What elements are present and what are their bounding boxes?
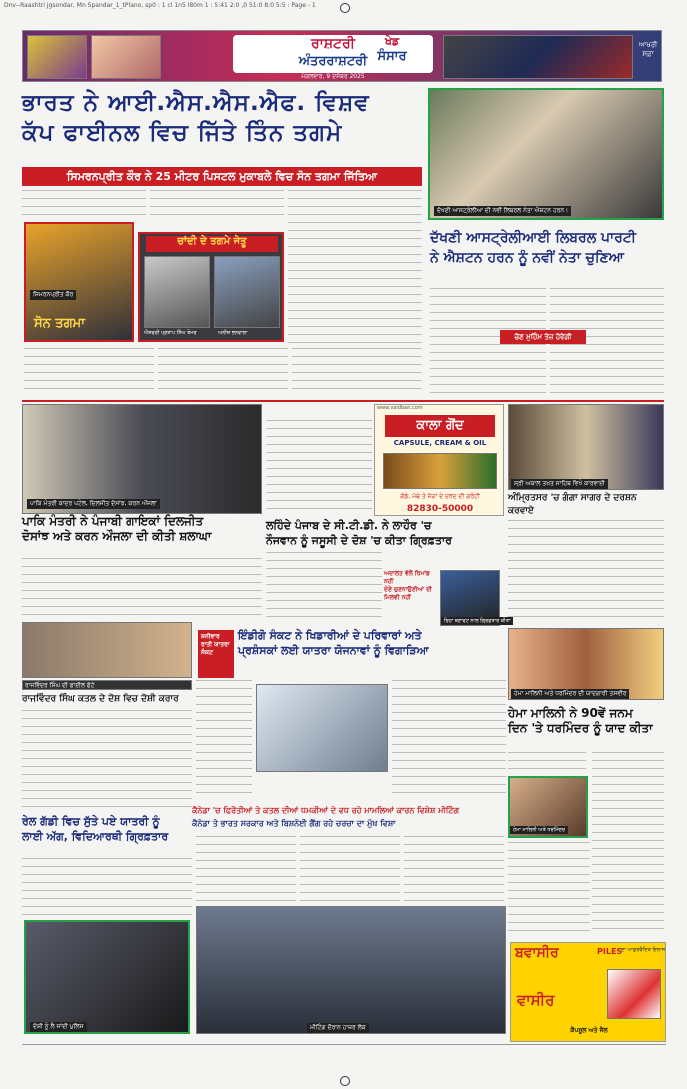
silver-caption-1: ਐਸ਼ਵਰੀ ਪ੍ਰਤਾਪ ਸਿੰਘ ਤੋਮਰ [144, 330, 197, 336]
masthead-photo-model [91, 35, 161, 79]
hema-photo-caption: ਹੇਮਾ ਮਾਲਿਨੀ ਅਤੇ ਧਰਮਿੰਦਰ ਦੀ ਯਾਦਗਾਰੀ ਤਸਵੀਰ [511, 689, 629, 699]
ad-tagline: ਗੋਡੇ, ਮੋਢੇ ਤੇ ਜੋੜਾਂ ਦੇ ਦਰਦ ਦੀ ਗਰੰਟੀ [400, 493, 480, 500]
train-photo-caption: ਦੋਸ਼ੀ ਨੂੰ ਲੈ ਜਾਂਦੀ ਪੁਲਿਸ [30, 1022, 87, 1032]
hema-body-col3 [508, 842, 590, 938]
pak-headline-block [22, 514, 262, 558]
lead-body-lower-2 [158, 348, 288, 396]
lead-body-col3 [288, 190, 422, 345]
divider [22, 400, 664, 402]
lead-body-col2 [150, 190, 284, 220]
section-line2: ਸੰਸਾਰ [377, 49, 407, 64]
pak-singers-photo [22, 404, 262, 514]
silver-photo-1 [144, 256, 210, 328]
indigo-headline-line2: ਪ੍ਰਸ਼ੰਸਕਾਂ ਲਈ ਯਾਤਰਾ ਯੋਜਨਾਵਾਂ ਨੂੰ ਵਿਗਾੜਿਆ [238, 644, 429, 657]
train-photo [24, 920, 190, 1034]
indigo-body-col1 [196, 680, 252, 800]
bawasir-brand: ਬਵਾਸੀਰ [515, 945, 559, 961]
liberal-body-col2 [550, 288, 664, 396]
liberal-tag: ਚੋਣ ਮੁਹਿੰਮ ਤੇਜ਼ ਹੋਵੇਗੀ [500, 330, 586, 344]
masthead-title-line1: ਰਾਸ਼ਟਰੀ [311, 36, 355, 52]
canada-headline-line2: ਕੈਨੇਡਾ ਤੇ ਭਾਰਤ ਸਰਕਾਰ ਅਤੇ ਬਿਸ਼ਨੋਈ ਗੈਂਗ ਰਹੇ ਚਰਚਾ ਦਾ ਮੁੱਖ ਵਿਸ਼ਾ [192, 819, 396, 828]
train-headline-line2: ਲਾਈ ਅੱਗ, ਵਿਦਿਆਰਥੀ ਗ੍ਰਿਫ਼ਤਾਰ [22, 830, 169, 843]
liberal-headline-line1: ਦੱਖਣੀ ਆਸਟ੍ਰੇਲੀਆਈ ਲਿਬਰਲ ਪਾਰਟੀ [430, 230, 636, 246]
amritsar-photo [508, 404, 664, 490]
lahore-kicker-line1: ਅਦਾਲਤ ਵੱਲੋਂ ਰਿਮਾਂਡ ਨਹੀਂ [384, 570, 430, 585]
indigo-body-col2 [392, 680, 506, 800]
gold-photo-caption: ਸਿਮਰਨਪ੍ਰੀਤ ਕੌਰ [30, 290, 76, 300]
section-line1: ਖੇਡ [384, 35, 400, 48]
liberal-photo [428, 88, 664, 220]
liberal-headline-line2: ਨੇ ਐਸ਼ਟਨ ਹਰਨ ਨੂੰ ਨਵੀਂ ਨੇਤਾ ਚੁਣਿਆ [430, 250, 624, 266]
lahore-body-col1 [266, 552, 382, 622]
pak-headline-line1: ਪਾਕਿ ਮੰਤਰੀ ਨੇ ਪੰਜਾਬੀ ਗਾਇਕਾਂ ਦਿਲਜੀਤ [22, 514, 204, 528]
lahore-kicker-line2: ਦੇਣੇ ਚੁਣਨਾਉਣੀਆਂ ਦੀ ਮਿਲਵੀ ਨਹੀਂ [384, 586, 432, 601]
ad-brand: ਕਾਲਾ ਗੋਂਦ [385, 415, 495, 437]
canada-headline-line1: ਕੈਨੇਡਾ 'ਚ ਫਿਰੌਤੀਆਂ ਤੇ ਕਤਲ ਦੀਆਂ ਧਮਕੀਆਂ ਦੇ ਵਧ ਰਹੇ ਮਾਮਲਿਆਂ ਕਾਰਨ ਵਿਸ਼ੇਸ਼ ਮੀਟਿੰਗ [192, 806, 460, 815]
lahore-kicker [384, 570, 440, 624]
pak-photo-caption: ਪਾਕਿ ਮੰਤਰੀ ਕਾਦਰ ਪਟੇਲ, ਦਿਲਜੀਤ ਦੋਸਾਂਝ, ਕਰਨ ਔਜਲਾ [27, 499, 160, 509]
canada-headline-block [192, 804, 506, 834]
gold-medal-photo [24, 222, 134, 342]
canada-meeting-photo [196, 906, 506, 1034]
masthead-section [353, 35, 431, 73]
rajwinder-headline: ਰਾਜਵਿੰਦਰ ਸਿੰਘ ਕਤਲ ਦੇ ਦੋਸ਼ ਵਿਚ ਦੋਸ਼ੀ ਕਰਾਰ [22, 694, 179, 704]
lahore-headline-line2: ਨੌਜਵਾਨ ਨੂੰ ਜਸੂਸੀ ਦੇ ਦੋਸ਼ 'ਚ ਕੀਤਾ ਗ੍ਰਿਫ਼ਤਾਰ [266, 534, 452, 547]
bawasir-footer: ਕੈਪਸੂਲ ਅਤੇ ਜੈਲ [570, 1027, 608, 1034]
gold-label: ਸੋਨ ਤਗਮਾ [34, 316, 85, 331]
train-headline-line1: ਰੇਲ ਗੱਡੀ ਵਿਚ ਸੁੱਤੇ ਪਏ ਯਾਤਰੀ ਨੂੰ [22, 815, 160, 828]
rajwinder-caption-bar [22, 680, 192, 690]
indigo-headline-block [238, 628, 506, 676]
silver-medal-photo [138, 232, 284, 342]
masthead-date: ਮੰਗਲਵਾਰ, 9 ਦਸੰਬਰ 2025 [301, 73, 365, 80]
train-body [22, 858, 192, 918]
pak-headline-line2: ਦੋਸਾਂਝ ਅਤੇ ਕਰਨ ਔਜਲਾ ਦੀ ਕੀਤੀ ਸ਼ਲਾਘਾ [22, 529, 212, 543]
hema-headline-line1: ਹੇਮਾ ਮਾਲਿਨੀ ਨੇ 90ਵੇਂ ਜਨਮ [508, 706, 633, 720]
amritsar-photo-caption: ਸ੍ਰੀ ਅਕਾਲ ਤਖ਼ਤ ਸਾਹਿਬ ਵਿਖੇ ਕਾਰਵਾਈ [511, 479, 608, 489]
lead-body-col1 [22, 190, 146, 220]
rajwinder-body [22, 710, 192, 812]
rajwinder-photo-caption: ਰਾਜਵਿੰਦਰ ਸਿੰਘ ਦੀ ਫਾਈਲ ਫੋਟੋ [25, 682, 95, 689]
hema-photo [508, 628, 664, 700]
lahore-inset-caption: ਰਿਹਾ ਬਣਾਵਟ ਨਾਲ ਗ੍ਰਿਫ਼ਤਾਰ ਕੀਤਾ [441, 617, 513, 625]
bawasir-product: ਵਾਸੀਰ [517, 991, 555, 1009]
hema-inset-photo [508, 776, 588, 838]
indigo-photo [256, 684, 388, 772]
canada-body-col1 [196, 836, 296, 906]
masthead [22, 30, 662, 82]
amritsar-headline: ਅੰਮ੍ਰਿਤਸਰ 'ਚ ਗੰਗਾ ਸਾਗਰ ਦੇ ਦਰਸ਼ਨ ਕਰਵਾਏ [508, 493, 637, 516]
lahore-accused-photo [440, 570, 511, 626]
train-headline-block [22, 814, 192, 858]
silver-label: ਚਾਂਦੀ ਦੇ ਤਗਮੇ ਜੇਤੂ [146, 236, 278, 252]
indigo-label: ਸ਼ਨੀਵਾਰ ਰਾਤੀ ਯਾਤਰਾ ਸੰਕਟ [198, 630, 234, 678]
silver-photo-2 [214, 256, 280, 328]
amritsar-body [508, 520, 664, 620]
registration-mark-icon [340, 1076, 350, 1086]
mid-small-body [266, 420, 372, 512]
lead-body-lower-3 [292, 348, 422, 396]
bawasir-english: PILES [597, 947, 623, 956]
singer-strip-photo [22, 622, 192, 678]
masthead-photo-sports [443, 35, 633, 79]
lead-headline-line1: ਭਾਰਤ ਨੇ ਆਈ.ਐਸ.ਐਸ.ਐਫ. ਵਿਸ਼ਵ [22, 90, 370, 116]
indigo-headline-line1: ਇੰਡੀਗੋ ਸੰਕਟ ਨੇ ਖਿਡਾਰੀਆਂ ਦੇ ਪਰਿਵਾਰਾਂ ਅਤੇ [238, 629, 422, 642]
hema-inset-caption: ਹੇਮਾ ਮਾਲਿਨੀ ਅਤੇ ਧਰਮਿੰਦਰ [510, 826, 568, 834]
lead-subheadline: ਸਿਮਰਨਪ੍ਰੀਤ ਕੌਰ ਨੇ 25 ਮੀਟਰ ਪਿਸਟਲ ਮੁਕਾਬਲੇ ਵਿਚ ਸੋਨ ਤਗਮਾ ਜਿੱਤਿਆ [22, 167, 422, 186]
liberal-headline-block [430, 228, 666, 288]
canada-body-col3 [404, 836, 504, 906]
masthead-photo-left [27, 35, 87, 79]
registration-mark-icon [340, 3, 350, 13]
print-info-bar: Dnv--Raashtri Jgsondar, Mn Spandar_1_tPlano, sp0 : 1 cl 1n5 l80m 1 : 5:41 2:0 ,0 51:0 8:0 5:5 : Page - 1 [4, 2, 316, 9]
ad-product-photo [383, 453, 497, 489]
bottom-rule [22, 1044, 666, 1045]
ad-products: CAPSULE, CREAM & OIL [393, 439, 487, 447]
ad-phone: 82830-50000 [406, 504, 474, 514]
lead-headline-line2: ਕੱਪ ਫਾਈਨਲ ਵਿਚ ਜਿੱਤੇ ਤਿੰਨ ਤਗਮੇ [22, 120, 343, 146]
kala-gond-ad [374, 404, 504, 516]
ad-website: www.vaidban.com [377, 405, 423, 411]
lead-body-lower-1 [24, 348, 154, 396]
pak-body [22, 558, 262, 622]
masthead-title-line2: ਅੰਤਰਰਾਸ਼ਟਰੀ [298, 54, 368, 69]
hema-headline-block [508, 706, 664, 750]
lahore-headline-line1: ਲਹਿੰਦੇ ਪੰਜਾਬ ਦੇ ਸੀ.ਟੀ.ਡੀ. ਨੇ ਲਾਹੌਰ 'ਚ [266, 519, 432, 532]
hema-headline-line2: ਦਿਨ 'ਤੇ ਧਰਮਿੰਦਰ ਨੂੰ ਯਾਦ ਕੀਤਾ [508, 721, 653, 735]
hema-body-col2 [592, 752, 664, 936]
masthead-corner-label: ਆਖਰੀ ਸਫ਼ਾ [638, 41, 658, 58]
canada-body-col2 [300, 836, 400, 906]
bawasir-tag: ਦਾ ਆਯੁਰਵੈਦਿਕ ਇਲਾਜ [621, 947, 666, 953]
canada-photo-caption: ਮੀਟਿੰਗ ਦੌਰਾਨ ਹਾਜ਼ਰ ਲੋਕ [307, 1023, 369, 1033]
bawasir-ad [510, 942, 666, 1042]
bawasir-pack-photo [607, 969, 661, 1019]
liberal-photo-caption: ਦੱਖਣੀ ਆਸਟ੍ਰੇਲੀਆ ਦੀ ਨਵੀਂ ਲਿਬਰਲ ਨੇਤਾ ਐਸ਼ਟਨ ਹਰਨ। [434, 206, 571, 216]
silver-caption-2: ਅਨੀਸ਼ ਭਨਵਾਲਾ [218, 330, 248, 336]
